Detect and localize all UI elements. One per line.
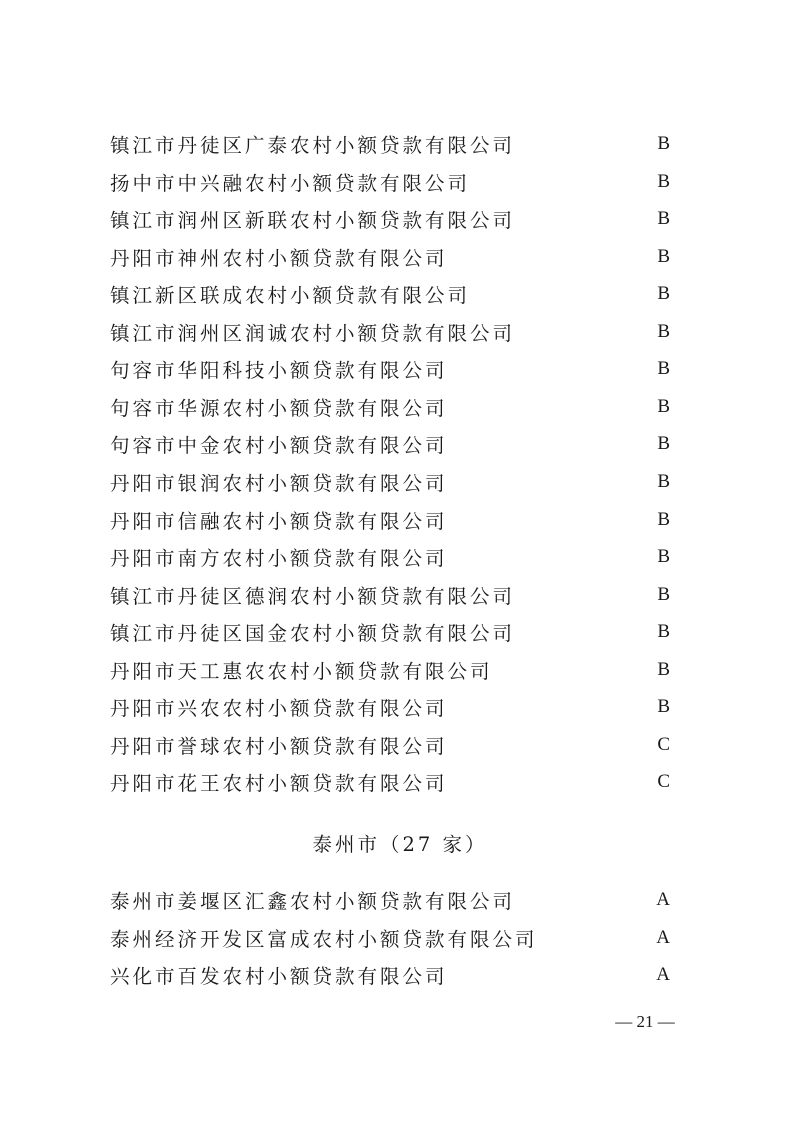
credit-rating: C <box>657 771 670 792</box>
list-item <box>110 317 680 347</box>
list-item <box>110 923 680 953</box>
credit-rating: B <box>657 471 670 492</box>
credit-rating: B <box>657 396 670 417</box>
credit-rating: B <box>657 283 670 304</box>
company-name: 镇江新区联成农村小额贷款有限公司 <box>110 284 471 307</box>
company-name: 句容市华源农村小额贷款有限公司 <box>110 397 448 420</box>
company-name: 镇江市润州区润诚农村小额贷款有限公司 <box>110 322 516 345</box>
company-name: 镇江市丹徒区德润农村小额贷款有限公司 <box>110 585 516 608</box>
company-name: 句容市华阳科技小额贷款有限公司 <box>110 359 448 382</box>
credit-rating: B <box>657 433 670 454</box>
credit-rating: A <box>656 889 670 910</box>
company-name: 泰州市姜堰区汇鑫农村小额贷款有限公司 <box>110 890 516 913</box>
company-name: 扬中市中兴融农村小额贷款有限公司 <box>110 172 471 195</box>
list-item <box>110 617 680 647</box>
page-number: — 21 — <box>615 1012 675 1031</box>
credit-rating: B <box>657 358 670 379</box>
section-heading-taizhou: 泰州市（27 家） <box>312 833 488 856</box>
list-item <box>110 580 680 610</box>
company-name: 镇江市丹徒区广泰农村小额贷款有限公司 <box>110 134 516 157</box>
list-item <box>110 692 680 722</box>
company-name: 丹阳市花王农村小额贷款有限公司 <box>110 772 448 795</box>
list-item <box>110 655 680 685</box>
list-item <box>110 767 680 797</box>
credit-rating: A <box>656 964 670 985</box>
company-name: 句容市中金农村小额贷款有限公司 <box>110 434 448 457</box>
list-item <box>110 392 680 422</box>
credit-rating: A <box>656 927 670 948</box>
list-item <box>110 204 680 234</box>
list-item <box>110 129 680 159</box>
list-item <box>110 242 680 272</box>
credit-rating: B <box>657 621 670 642</box>
list-item <box>110 279 680 309</box>
company-name: 丹阳市神州农村小额贷款有限公司 <box>110 247 448 270</box>
company-name: 丹阳市誉球农村小额贷款有限公司 <box>110 735 448 758</box>
list-item <box>110 467 680 497</box>
credit-rating: B <box>657 321 670 342</box>
company-name: 镇江市润州区新联农村小额贷款有限公司 <box>110 209 516 232</box>
credit-rating: B <box>657 696 670 717</box>
list-item <box>110 885 680 915</box>
credit-rating: B <box>657 546 670 567</box>
credit-rating: C <box>657 734 670 755</box>
company-name: 泰州经济开发区富成农村小额贷款有限公司 <box>110 928 538 951</box>
company-name: 丹阳市天工惠农农村小额贷款有限公司 <box>110 660 493 683</box>
company-name: 镇江市丹徒区国金农村小额贷款有限公司 <box>110 622 516 645</box>
list-item <box>110 960 680 990</box>
credit-rating: B <box>657 509 670 530</box>
credit-rating: B <box>657 246 670 267</box>
company-name: 丹阳市南方农村小额贷款有限公司 <box>110 547 448 570</box>
list-item <box>110 542 680 572</box>
list-item <box>110 730 680 760</box>
credit-rating: B <box>657 133 670 154</box>
credit-rating: B <box>657 171 670 192</box>
list-item <box>110 354 680 384</box>
list-item <box>110 505 680 535</box>
list-item <box>110 429 680 459</box>
company-name: 兴化市百发农村小额贷款有限公司 <box>110 965 448 988</box>
credit-rating: B <box>657 208 670 229</box>
credit-rating: B <box>657 584 670 605</box>
company-name: 丹阳市兴农农村小额贷款有限公司 <box>110 697 448 720</box>
list-item <box>110 167 680 197</box>
credit-rating: B <box>657 659 670 680</box>
company-name: 丹阳市银润农村小额贷款有限公司 <box>110 472 448 495</box>
company-name: 丹阳市信融农村小额贷款有限公司 <box>110 510 448 533</box>
